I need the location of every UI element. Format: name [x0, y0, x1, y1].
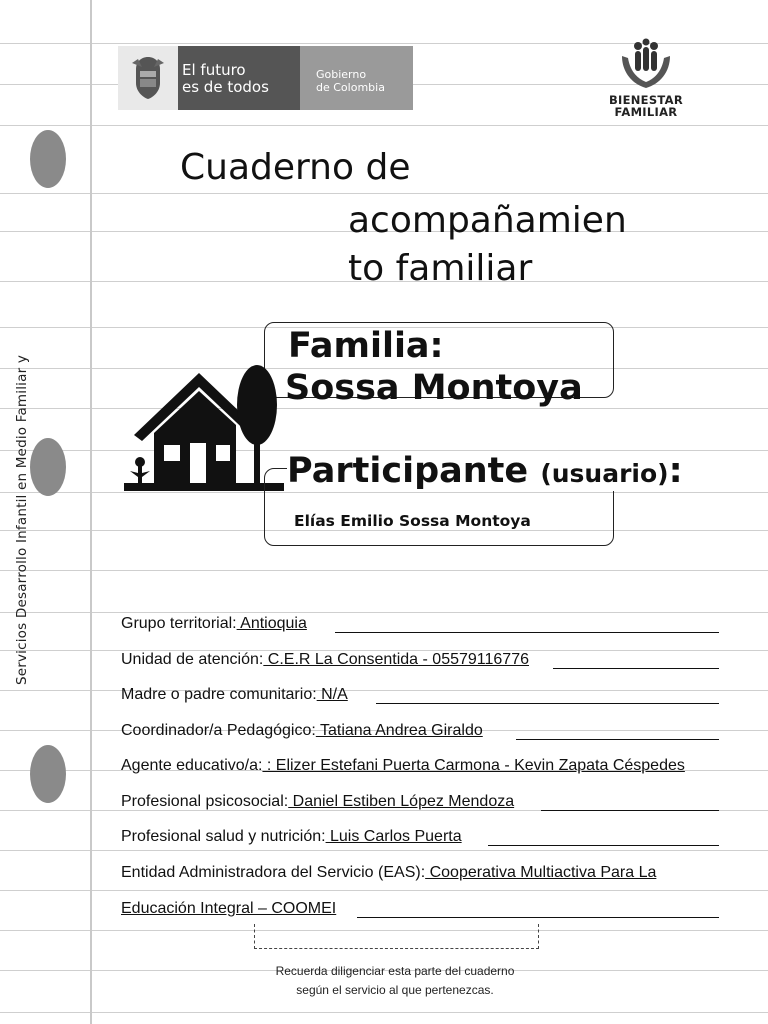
binder-hole	[30, 745, 66, 803]
field-coordinador: Coordinador/a Pedagógico: Tatiana Andrea Giraldo	[121, 722, 483, 739]
field-grupo-territorial: Grupo territorial: Antioquia	[121, 615, 307, 632]
participant-label: Participante (usuario):	[287, 451, 683, 491]
family-hands-icon	[616, 38, 676, 90]
field-unidad-atencion: Unidad de atención: C.E.R La Consentida - 05579116776	[121, 651, 529, 668]
note-line-2: según el servicio al que pertenezcas.	[296, 983, 494, 997]
family-name: Sossa Montoya	[285, 368, 583, 408]
binder-hole	[30, 438, 66, 496]
field-madre-padre: Madre o padre comunitario: N/A	[121, 686, 348, 703]
logo-tagline: El futuro es de todos	[178, 46, 300, 110]
house-icon	[124, 365, 284, 493]
logo-gobierno-label: Gobierno de Colombia	[300, 46, 413, 110]
page-title-line-2: acompañamien to familiar	[348, 200, 627, 289]
note-line-1: Recuerda diligenciar esta parte del cuaderno	[275, 964, 515, 978]
margin-line	[90, 0, 92, 1024]
participant-name: Elías Emilio Sossa Montoya	[294, 512, 531, 530]
bienestar-familiar-logo: BIENESTAR FAMILIAR	[608, 38, 684, 122]
field-entidad-administradora-cont: Educación Integral – COOMEI	[121, 900, 337, 917]
side-vertical-text: Servicios Desarrollo Infantil en Medio Familiar y	[14, 354, 30, 686]
page-title-line-1: Cuaderno de	[180, 147, 411, 188]
family-label: Familia:	[288, 326, 444, 366]
gobierno-colombia-logo	[118, 46, 413, 110]
dashed-note-bracket	[254, 924, 539, 949]
colombia-crest-icon	[118, 46, 178, 110]
field-profesional-psicosocial: Profesional psicosocial: Daniel Estiben López Mendoza	[121, 793, 515, 810]
field-agente-educativo: Agente educativo/a: : Elizer Estefani Puerta Carmona - Kevin Zapata Céspedes	[121, 757, 685, 774]
binder-hole	[30, 130, 66, 188]
field-salud-nutricion: Profesional salud y nutrición: Luis Carlos Puerta	[121, 828, 462, 845]
field-entidad-administradora: Entidad Administradora del Servicio (EAS): Cooperativa Multiactiva Para La	[121, 864, 657, 881]
